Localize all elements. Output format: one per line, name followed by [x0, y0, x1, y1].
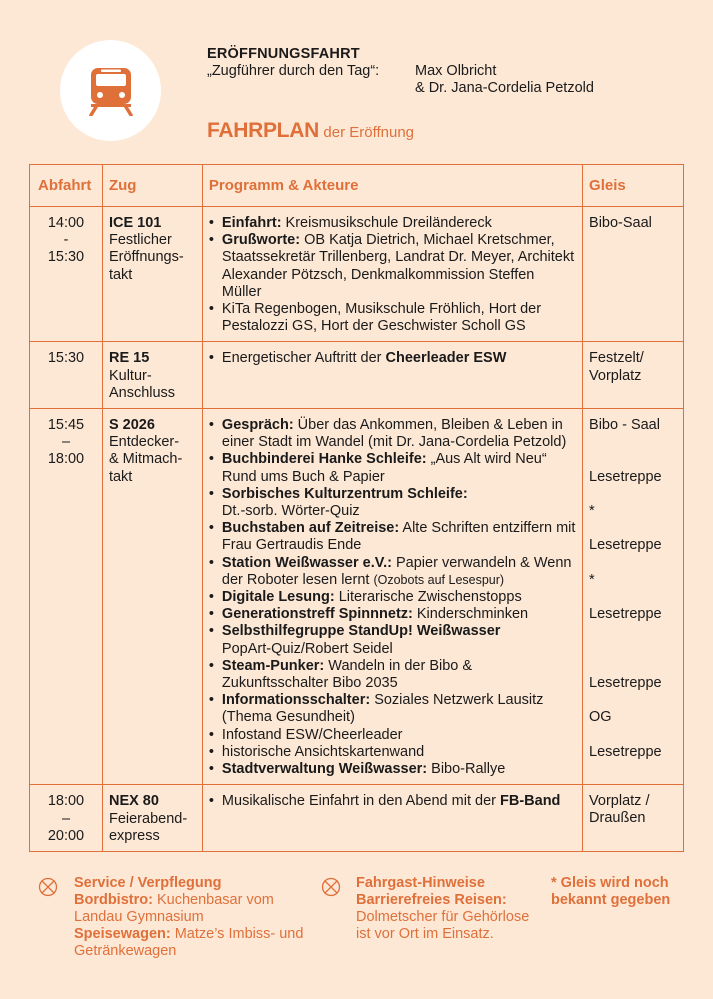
time-cell: [30, 409, 103, 785]
train-cell: [102, 409, 202, 785]
time-cell: [30, 207, 103, 342]
gleis-value: Lesetreppe: [589, 606, 662, 623]
program-cell: [202, 785, 582, 852]
col-header-zug: Zug: [102, 165, 202, 207]
program-item: • Gespräch: Über das Ankommen, Bleiben & Leben in einer Stadt im Wandel (mit Dr. Jana-Cordelia Petzold): [209, 417, 576, 451]
gleis-value: Draußen: [589, 810, 646, 827]
conductor-name-1: Max Olbricht: [415, 63, 497, 79]
gleis-value: OG: [589, 709, 612, 726]
time-end: 18:00: [47, 451, 85, 468]
accessibility-icon: [321, 877, 341, 897]
col-header-programm: Programm & Akteure: [202, 165, 582, 207]
train-desc: Festlicher Eröffnungs- takt: [108, 232, 184, 283]
train-cell: [102, 207, 202, 342]
footer-service: Service / Verpflegung Bordbistro: Kuchenbasar vom Landau Gymnasium Speisewagen: Matze’s Imbiss- und Getränkewagen: [74, 875, 309, 960]
gleis-cell: [583, 409, 684, 785]
time-start: 18:00: [47, 793, 85, 810]
program-item: • Einfahrt: Kreismusikschule Dreiländereck: [209, 215, 576, 232]
fahrplan-heading: [207, 119, 414, 143]
col-header-gleis: Gleis: [583, 165, 684, 207]
program-item: • Generationstreff Spinnnetz: Kinderschminken: [209, 606, 576, 623]
program-item: • KiTa Regenbogen, Musikschule Fröhlich, Hort der Pestalozzi GS, Hort der Geschwister Scholl GS: [209, 301, 576, 335]
gleis-value: Lesetreppe: [589, 674, 662, 691]
gleis-value: Bibo-Saal: [589, 215, 652, 231]
footer-service-title: Service / Verpflegung: [74, 875, 222, 891]
program-item: • Sorbisches Kulturzentrum Schleife: Dt.-sorb. Wörter-Quiz: [209, 486, 576, 520]
col-header-abfahrt: Abfahrt: [30, 165, 103, 207]
train-logo: [60, 40, 161, 141]
train-cell: [102, 785, 202, 852]
program-cell: [202, 342, 582, 409]
time-cell: [30, 785, 103, 852]
gleis-value: Bibo - Saal: [589, 417, 660, 434]
gleis-cell: [583, 342, 684, 409]
time-start: 14:00: [47, 215, 85, 231]
gleis-value: *: [589, 502, 595, 519]
table-row: [30, 785, 684, 852]
program-item: • Digitale Lesung: Literarische Zwischenstopps: [209, 589, 576, 606]
time-cell: [30, 342, 103, 409]
program-item: • historische Ansichtskartenwand: [209, 744, 576, 761]
program-item: • Selbsthilfegruppe StandUp! Weißwasser PopArt-Quiz/Robert Seidel: [209, 623, 576, 657]
footer-hinweise-title: Fahrgast-Hinweise: [356, 875, 485, 891]
gleis-value: Festzelt/: [589, 350, 644, 367]
time-start: 15:30: [47, 350, 85, 367]
cutlery-icon: [38, 877, 58, 897]
gleis-value: Vorplatz: [589, 367, 642, 384]
train-desc: Feierabend- express: [108, 810, 188, 844]
gleis-value: Lesetreppe: [589, 743, 662, 760]
table-row: [30, 207, 684, 342]
conductor-name-2: & Dr. Jana-Cordelia Petzold: [415, 80, 594, 96]
program-item: • Informationsschalter: Soziales Netzwerk Lausitz (Thema Gesundheit): [209, 692, 576, 726]
table-header-row: [30, 165, 684, 207]
schedule-table: [29, 164, 684, 852]
table-row: [30, 409, 684, 785]
program-cell: [202, 409, 582, 785]
gleis-value: *: [589, 571, 595, 588]
time-sep: -: [63, 232, 69, 249]
footer-hinweise: Fahrgast-Hinweise Barrierefreies Reisen: Dolmetscher für Gehörlose ist vor Ort im Einsatz.: [356, 875, 541, 943]
table-row: [30, 342, 684, 409]
time-sep: –: [61, 810, 71, 827]
time-sep: –: [61, 434, 71, 451]
gleis-value: Lesetreppe: [589, 468, 662, 485]
train-cell: [102, 342, 202, 409]
program-item: • Energetischer Auftritt der Cheerleader ESW: [209, 350, 576, 367]
gleis-cell: [583, 785, 684, 852]
fahrplan-subtitle: der Eröffnung: [323, 124, 415, 141]
train-name: NEX 80: [108, 793, 159, 810]
train-desc: Entdecker- & Mitmach- takt: [108, 434, 183, 485]
program-item: • Infostand ESW/Cheerleader: [209, 727, 576, 744]
train-icon: [88, 66, 134, 116]
fahrplan-title: FAHRPLAN: [207, 119, 319, 142]
footer-note: * Gleis wird noch bekannt gegeben: [551, 875, 671, 908]
program-item: • Stadtverwaltung Weißwasser: Bibo-Rallye: [209, 761, 576, 778]
train-name: ICE 101: [108, 215, 162, 231]
time-start: 15:45: [47, 417, 85, 434]
gleis-value: Vorplatz /: [589, 793, 650, 810]
conductor-label: „Zugführer durch den Tag“:: [207, 63, 380, 79]
program-item: • Buchbinderei Hanke Schleife: „Aus Alt wird Neu“ Rund ums Buch & Papier: [209, 451, 576, 485]
train-name: S 2026: [108, 417, 155, 434]
program-item: • Buchstaben auf Zeitreise: Alte Schriften entziffern mit Frau Gertraudis Ende: [209, 520, 576, 554]
time-end: 15:30: [47, 249, 85, 266]
header-title: ERÖFFNUNGSFAHRT: [207, 46, 360, 62]
program-item: • Grußworte: OB Katja Dietrich, Michael Kretschmer, Staatssekretär Trillenberg, Landrat Dr. Meyer, Architekt Alexander Pötzsch, Denkmalkommission Steffen Müller: [209, 232, 576, 301]
program-item: • Station Weißwasser e.V.: Papier verwandeln & Wenn der Roboter lesen lernt (Ozobots auf Lesespur): [209, 555, 576, 589]
train-name: RE 15: [108, 350, 150, 367]
program-cell: [202, 207, 582, 342]
train-desc: Anschluss: [108, 384, 176, 401]
train-desc-part: Kultur-: [108, 367, 152, 384]
gleis-cell: [583, 207, 684, 342]
gleis-value: Lesetreppe: [589, 537, 662, 554]
program-item: • Steam-Punker: Wandeln in der Bibo & Zukunftsschalter Bibo 2035: [209, 658, 576, 692]
time-end: 20:00: [47, 827, 85, 844]
program-item: • Musikalische Einfahrt in den Abend mit der FB-Band: [209, 793, 576, 810]
header: [207, 46, 594, 97]
